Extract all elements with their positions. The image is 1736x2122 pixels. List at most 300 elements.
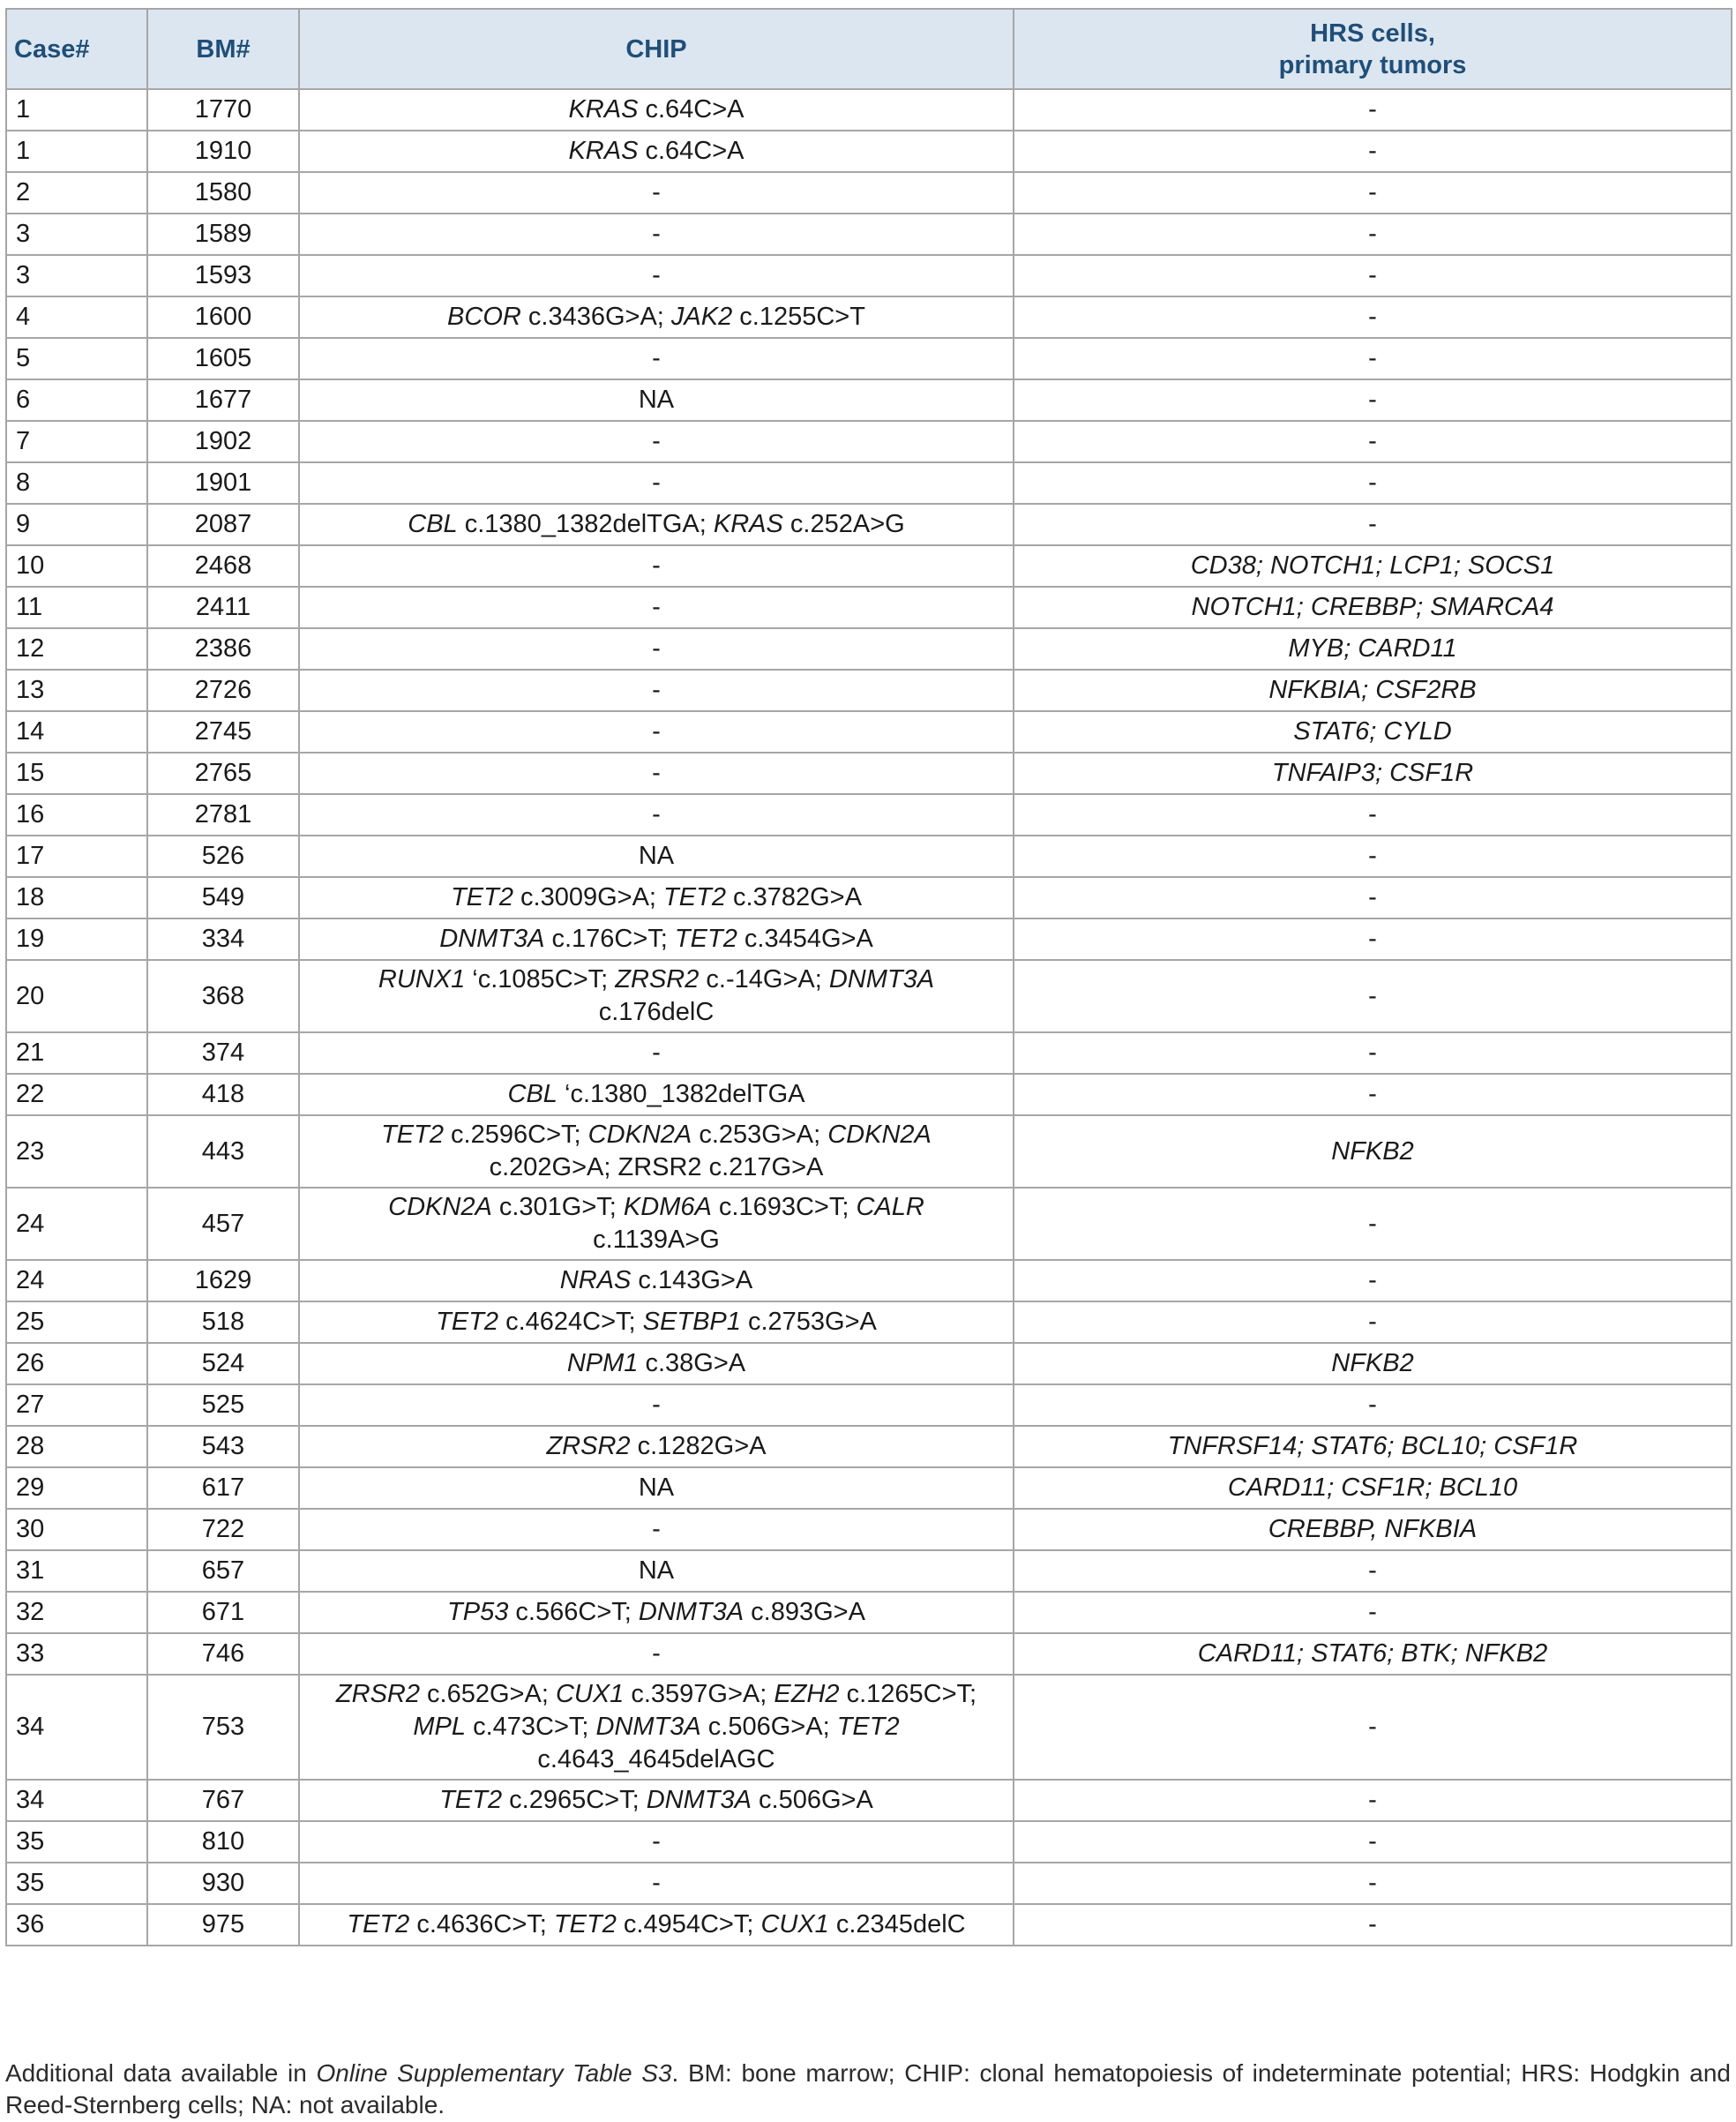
case-cell: 34 xyxy=(6,1675,147,1780)
chip-line xyxy=(307,840,1006,873)
case-cell: 25 xyxy=(6,1301,147,1343)
table-row xyxy=(6,1550,1732,1592)
chip-cell xyxy=(299,1032,1014,1074)
case-cell: 17 xyxy=(6,836,147,877)
variant-text: - xyxy=(652,634,661,663)
chip-line xyxy=(307,1743,1006,1776)
variant-text: c.2596C>T; xyxy=(444,1121,588,1149)
bm-cell: 2745 xyxy=(147,711,299,753)
hrs-cell xyxy=(1014,1115,1732,1188)
table-row xyxy=(6,1188,1732,1260)
variant-text: c.3454G>A xyxy=(737,925,873,953)
case-cell: 7 xyxy=(6,421,147,462)
case-cell: 9 xyxy=(6,504,147,545)
chip-line xyxy=(307,1151,1006,1184)
case-cell: 3 xyxy=(6,214,147,255)
variant-text: - xyxy=(652,800,661,829)
variant-text: - xyxy=(1368,469,1377,497)
table-row xyxy=(6,338,1732,379)
bm-cell: 525 xyxy=(147,1384,299,1426)
chip-line xyxy=(307,135,1006,168)
case-cell: 34 xyxy=(6,1780,147,1821)
variant-text: c.1265C>T; xyxy=(839,1680,977,1708)
hrs-cell xyxy=(1014,89,1732,131)
variant-text: NA xyxy=(638,842,675,870)
hrs-cell xyxy=(1014,877,1732,919)
table-row xyxy=(6,545,1732,587)
gene-name: TET2 xyxy=(663,883,726,911)
hrs-cell xyxy=(1014,711,1732,753)
bm-cell: 2087 xyxy=(147,504,299,545)
table-row xyxy=(6,379,1732,421)
hrs-cell xyxy=(1014,670,1732,711)
variant-text: c.1139A>G xyxy=(593,1226,720,1254)
table-header xyxy=(6,9,1732,89)
case-cell: 23 xyxy=(6,1115,147,1188)
variant-text: - xyxy=(1368,981,1377,1010)
chip-line xyxy=(307,425,1006,458)
case-cell: 1 xyxy=(6,131,147,172)
gene-name: NFKB2 xyxy=(1331,1349,1414,1377)
chip-cell xyxy=(299,1675,1014,1780)
chip-cell xyxy=(299,1426,1014,1467)
case-cell: 19 xyxy=(6,919,147,960)
bm-cell: 975 xyxy=(147,1904,299,1946)
table-row xyxy=(6,877,1732,919)
variant-text: - xyxy=(1368,1556,1377,1585)
chip-cell xyxy=(299,379,1014,421)
table-body xyxy=(6,89,1732,1946)
variant-text: - xyxy=(652,1827,661,1856)
chip-line xyxy=(307,176,1006,209)
table-row xyxy=(6,1115,1732,1188)
case-cell: 18 xyxy=(6,877,147,919)
table-row xyxy=(6,670,1732,711)
chip-line xyxy=(307,550,1006,582)
gene-name: DNMT3A xyxy=(439,925,545,953)
variant-text: c.301G>T; xyxy=(491,1193,624,1221)
hrs-cell xyxy=(1014,1550,1732,1592)
chip-line xyxy=(307,301,1006,334)
chip-line xyxy=(307,1430,1006,1463)
bm-cell: 657 xyxy=(147,1550,299,1592)
table-row xyxy=(6,1863,1732,1904)
gene-name: DNMT3A xyxy=(638,1598,745,1626)
chip-line xyxy=(307,508,1006,541)
header-row xyxy=(6,9,1732,89)
chip-cell xyxy=(299,711,1014,753)
gene-name: DNMT3A xyxy=(595,1713,701,1741)
gene-name: TET2 xyxy=(451,883,513,911)
variant-text: c.652G>A; xyxy=(419,1680,556,1708)
gene-name: RUNX1 xyxy=(378,965,466,994)
gene-name: JAK2 xyxy=(670,303,733,331)
gene-name: ZRSR2 xyxy=(615,965,700,994)
hrs-cell xyxy=(1014,1509,1732,1550)
case-cell: 21 xyxy=(6,1032,147,1074)
variant-text: c.4624C>T; xyxy=(498,1308,643,1336)
table-row xyxy=(6,1426,1732,1467)
hrs-cell xyxy=(1014,214,1732,255)
chip-line xyxy=(307,1711,1006,1743)
variant-text: - xyxy=(1368,1266,1377,1294)
variant-text: c.202G>A; ZRSR2 c.217G>A xyxy=(489,1153,824,1181)
hrs-cell xyxy=(1014,1260,1732,1301)
mutation-table-container xyxy=(5,8,1731,1946)
gene-name: CARD11; STAT6; BTK; NFKB2 xyxy=(1197,1639,1548,1668)
footnote-table-reference: Online Supplementary Table S3 xyxy=(316,2059,672,2087)
case-cell: 12 xyxy=(6,628,147,670)
table-row xyxy=(6,628,1732,670)
bm-cell: 1901 xyxy=(147,462,299,504)
variant-text: c.3436G>A; xyxy=(520,303,671,331)
bm-cell: 418 xyxy=(147,1074,299,1115)
hrs-cell xyxy=(1014,379,1732,421)
chip-line xyxy=(307,716,1006,748)
hrs-cell xyxy=(1014,172,1732,214)
chip-cell xyxy=(299,1509,1014,1550)
hrs-cell xyxy=(1014,421,1732,462)
case-cell: 24 xyxy=(6,1260,147,1301)
gene-name: ZRSR2 xyxy=(335,1680,420,1708)
hrs-cell xyxy=(1014,1384,1732,1426)
header-bm: BM# xyxy=(147,9,299,89)
variant-text: c.2345delC xyxy=(828,1910,966,1938)
variant-text: c.252A>G xyxy=(782,510,905,538)
variant-text: c.893G>A xyxy=(744,1598,865,1626)
variant-text: - xyxy=(652,1869,661,1897)
bm-cell: 1677 xyxy=(147,379,299,421)
table-row xyxy=(6,1074,1732,1115)
chip-line xyxy=(307,1472,1006,1504)
variant-text: - xyxy=(652,759,661,787)
bm-cell: 810 xyxy=(147,1821,299,1863)
chip-cell xyxy=(299,794,1014,836)
hrs-cell xyxy=(1014,1074,1732,1115)
gene-name: TET2 xyxy=(347,1910,410,1938)
chip-cell xyxy=(299,131,1014,172)
variant-text: - xyxy=(1368,1827,1377,1856)
chip-line xyxy=(307,1078,1006,1111)
case-cell: 6 xyxy=(6,379,147,421)
variant-text: c.3009G>A; xyxy=(513,883,664,911)
gene-name: MYB; CARD11 xyxy=(1288,634,1457,663)
gene-name: TET2 xyxy=(436,1308,499,1336)
case-cell: 36 xyxy=(6,1904,147,1946)
table-row xyxy=(6,1821,1732,1863)
gene-name: CALR xyxy=(856,1193,924,1221)
hrs-cell xyxy=(1014,1904,1732,1946)
table-row xyxy=(6,1780,1732,1821)
gene-name: DNMT3A xyxy=(646,1786,752,1814)
hrs-cell xyxy=(1014,1592,1732,1633)
case-cell: 24 xyxy=(6,1188,147,1260)
bm-cell: 334 xyxy=(147,919,299,960)
variant-text: - xyxy=(652,717,661,746)
case-cell: 8 xyxy=(6,462,147,504)
variant-text: c.-14G>A; xyxy=(699,965,829,994)
chip-line xyxy=(307,923,1006,956)
variant-text: - xyxy=(652,1391,661,1419)
bm-cell: 1629 xyxy=(147,1260,299,1301)
chip-cell xyxy=(299,919,1014,960)
variant-text: - xyxy=(1368,178,1377,206)
table-row xyxy=(6,1301,1732,1343)
table-row xyxy=(6,711,1732,753)
hrs-cell xyxy=(1014,1188,1732,1260)
gene-name: NOTCH1; CREBBP; SMARCA4 xyxy=(1191,593,1554,621)
table-row xyxy=(6,919,1732,960)
chip-cell xyxy=(299,1904,1014,1946)
chip-cell xyxy=(299,504,1014,545)
chip-line xyxy=(307,467,1006,499)
case-cell: 5 xyxy=(6,338,147,379)
case-cell: 13 xyxy=(6,670,147,711)
variant-text: c.1282G>A xyxy=(630,1432,767,1460)
gene-name: TET2 xyxy=(381,1121,444,1149)
bm-cell: 617 xyxy=(147,1467,299,1509)
case-cell: 31 xyxy=(6,1550,147,1592)
chip-cell xyxy=(299,1863,1014,1904)
variant-text: - xyxy=(1368,137,1377,165)
gene-name: KRAS xyxy=(568,137,639,165)
chip-cell xyxy=(299,462,1014,504)
chip-line xyxy=(307,218,1006,251)
mutation-table xyxy=(5,8,1732,1946)
chip-line xyxy=(307,94,1006,126)
variant-text: - xyxy=(1368,1786,1377,1814)
gene-name: TET2 xyxy=(439,1786,503,1814)
chip-cell xyxy=(299,836,1014,877)
case-cell: 3 xyxy=(6,255,147,296)
case-cell: 16 xyxy=(6,794,147,836)
chip-line xyxy=(307,881,1006,914)
chip-cell xyxy=(299,1188,1014,1260)
chip-cell xyxy=(299,1384,1014,1426)
variant-text: - xyxy=(652,261,661,289)
variant-text: c.3782G>A xyxy=(725,883,862,911)
variant-text: c.4643_4645delAGC xyxy=(537,1745,775,1773)
table-row xyxy=(6,1633,1732,1675)
variant-text: c.1693C>T; xyxy=(711,1193,857,1221)
variant-text: ‘c.1380_1382delTGA xyxy=(557,1080,805,1108)
case-cell: 22 xyxy=(6,1074,147,1115)
variant-text: c.64C>A xyxy=(638,137,745,165)
variant-text: c.506G>A xyxy=(751,1786,873,1814)
variant-text: - xyxy=(652,178,661,206)
gene-name: TET2 xyxy=(674,925,737,953)
gene-name: TNFAIP3; CSF1R xyxy=(1271,759,1474,787)
table-row xyxy=(6,960,1732,1032)
variant-text: - xyxy=(1368,427,1377,455)
chip-line xyxy=(307,1306,1006,1338)
table-row xyxy=(6,1260,1732,1301)
table-row xyxy=(6,753,1732,794)
chip-cell xyxy=(299,421,1014,462)
variant-text: - xyxy=(1368,883,1377,911)
variant-text: - xyxy=(1368,1308,1377,1336)
variant-text: - xyxy=(1368,344,1377,372)
footnote-text-1: Additional data available in xyxy=(5,2059,317,2087)
hrs-cell xyxy=(1014,1863,1732,1904)
variant-text: - xyxy=(1368,1039,1377,1067)
chip-line xyxy=(307,1867,1006,1900)
variant-text: - xyxy=(1368,1910,1377,1938)
bm-cell: 524 xyxy=(147,1343,299,1384)
gene-name: CDKN2A xyxy=(388,1193,492,1221)
variant-text: - xyxy=(1368,386,1377,414)
bm-cell: 1770 xyxy=(147,89,299,131)
bm-cell: 767 xyxy=(147,1780,299,1821)
chip-line xyxy=(307,1224,1006,1256)
table-row xyxy=(6,794,1732,836)
chip-cell xyxy=(299,1115,1014,1188)
hrs-cell xyxy=(1014,753,1732,794)
variant-text: c.64C>A xyxy=(638,95,745,124)
hrs-cell xyxy=(1014,628,1732,670)
gene-name: CUX1 xyxy=(555,1680,625,1708)
case-cell: 27 xyxy=(6,1384,147,1426)
table-row xyxy=(6,1032,1732,1074)
chip-cell xyxy=(299,1467,1014,1509)
chip-line xyxy=(307,1389,1006,1421)
gene-name: STAT6; CYLD xyxy=(1293,717,1452,746)
hrs-cell xyxy=(1014,338,1732,379)
gene-name: TET2 xyxy=(553,1910,617,1938)
hrs-cell xyxy=(1014,1343,1732,1384)
table-row xyxy=(6,172,1732,214)
variant-text: c.473C>T; xyxy=(466,1713,596,1741)
table-row xyxy=(6,89,1732,131)
table-row xyxy=(6,421,1732,462)
variant-text: c.2965C>T; xyxy=(502,1786,647,1814)
gene-name: MPL xyxy=(413,1713,467,1741)
hrs-cell xyxy=(1014,1467,1732,1509)
chip-line xyxy=(307,1191,1006,1224)
variant-text: - xyxy=(652,427,661,455)
table-row xyxy=(6,131,1732,172)
chip-cell xyxy=(299,1550,1014,1592)
gene-name: CBL xyxy=(507,1080,557,1108)
bm-cell: 753 xyxy=(147,1675,299,1780)
chip-line xyxy=(307,1638,1006,1670)
hrs-cell xyxy=(1014,504,1732,545)
gene-name: CREBBP, NFKBIA xyxy=(1268,1515,1478,1543)
chip-line xyxy=(307,1264,1006,1297)
table-row xyxy=(6,1675,1732,1780)
chip-line xyxy=(307,384,1006,416)
chip-line xyxy=(307,674,1006,707)
gene-name: CD38; NOTCH1; LCP1; SOCS1 xyxy=(1190,551,1555,580)
chip-line xyxy=(307,1678,1006,1711)
bm-cell: 526 xyxy=(147,836,299,877)
variant-text: - xyxy=(1368,1713,1377,1741)
gene-name: EZH2 xyxy=(774,1680,840,1708)
variant-text: c.566C>T; xyxy=(508,1598,639,1626)
chip-cell xyxy=(299,587,1014,628)
bm-cell: 2781 xyxy=(147,794,299,836)
case-cell: 20 xyxy=(6,960,147,1032)
case-cell: 1 xyxy=(6,89,147,131)
variant-text: c.38G>A xyxy=(638,1349,746,1377)
footnote-text-2: . BM: bone marrow; CHIP: clonal hematopoiesis of indeterminate potential; HRS: Hodgkin and Reed-Sternberg cells; NA: not available. xyxy=(5,2059,1731,2118)
table-row xyxy=(6,1904,1732,1946)
chip-cell xyxy=(299,1343,1014,1384)
variant-text: - xyxy=(1368,261,1377,289)
bm-cell: 374 xyxy=(147,1032,299,1074)
variant-text: NA xyxy=(638,1473,675,1502)
case-cell: 32 xyxy=(6,1592,147,1633)
chip-cell xyxy=(299,1821,1014,1863)
variant-text: - xyxy=(1368,800,1377,829)
variant-text: c.4636C>T; xyxy=(409,1910,554,1938)
variant-text: c.1255C>T xyxy=(732,303,865,331)
case-cell: 28 xyxy=(6,1426,147,1467)
variant-text: c.3597G>A; xyxy=(624,1680,774,1708)
variant-text: - xyxy=(1368,1869,1377,1897)
table-row xyxy=(6,1343,1732,1384)
hrs-cell xyxy=(1014,545,1732,587)
gene-name: NPM1 xyxy=(566,1349,639,1377)
variant-text: - xyxy=(652,1639,661,1668)
hrs-cell xyxy=(1014,919,1732,960)
variant-text: - xyxy=(652,593,661,621)
case-cell: 30 xyxy=(6,1509,147,1550)
hrs-cell xyxy=(1014,1633,1732,1675)
variant-text: - xyxy=(652,551,661,580)
table-row xyxy=(6,1384,1732,1426)
gene-name: CUX1 xyxy=(760,1910,829,1938)
gene-name: ZRSR2 xyxy=(546,1432,631,1460)
hrs-cell xyxy=(1014,296,1732,338)
bm-cell: 2726 xyxy=(147,670,299,711)
chip-cell xyxy=(299,960,1014,1032)
hrs-cell xyxy=(1014,1426,1732,1467)
case-cell: 4 xyxy=(6,296,147,338)
gene-name: KRAS xyxy=(713,510,783,538)
table-row xyxy=(6,1509,1732,1550)
case-cell: 10 xyxy=(6,545,147,587)
case-cell: 33 xyxy=(6,1633,147,1675)
hrs-cell xyxy=(1014,131,1732,172)
bm-cell: 368 xyxy=(147,960,299,1032)
variant-text: - xyxy=(1368,1209,1377,1238)
bm-cell: 930 xyxy=(147,1863,299,1904)
gene-name: CDKN2A xyxy=(827,1121,932,1149)
variant-text: - xyxy=(652,676,661,704)
hrs-cell xyxy=(1014,794,1732,836)
gene-name: TP53 xyxy=(447,1598,509,1626)
gene-name: KRAS xyxy=(568,95,639,124)
hrs-cell xyxy=(1014,960,1732,1032)
variant-text: ‘c.1085C>T; xyxy=(465,965,616,994)
gene-name: KDM6A xyxy=(623,1193,712,1221)
table-row xyxy=(6,1467,1732,1509)
case-cell: 11 xyxy=(6,587,147,628)
chip-cell xyxy=(299,1074,1014,1115)
bm-cell: 1902 xyxy=(147,421,299,462)
variant-text: - xyxy=(1368,1080,1377,1108)
chip-line xyxy=(307,1826,1006,1858)
gene-name: BCOR xyxy=(447,303,521,331)
variant-text: NA xyxy=(638,1556,675,1585)
hrs-cell xyxy=(1014,255,1732,296)
bm-cell: 2386 xyxy=(147,628,299,670)
chip-cell xyxy=(299,255,1014,296)
table-row xyxy=(6,255,1732,296)
table-row xyxy=(6,587,1732,628)
gene-name: NRAS xyxy=(559,1266,632,1294)
